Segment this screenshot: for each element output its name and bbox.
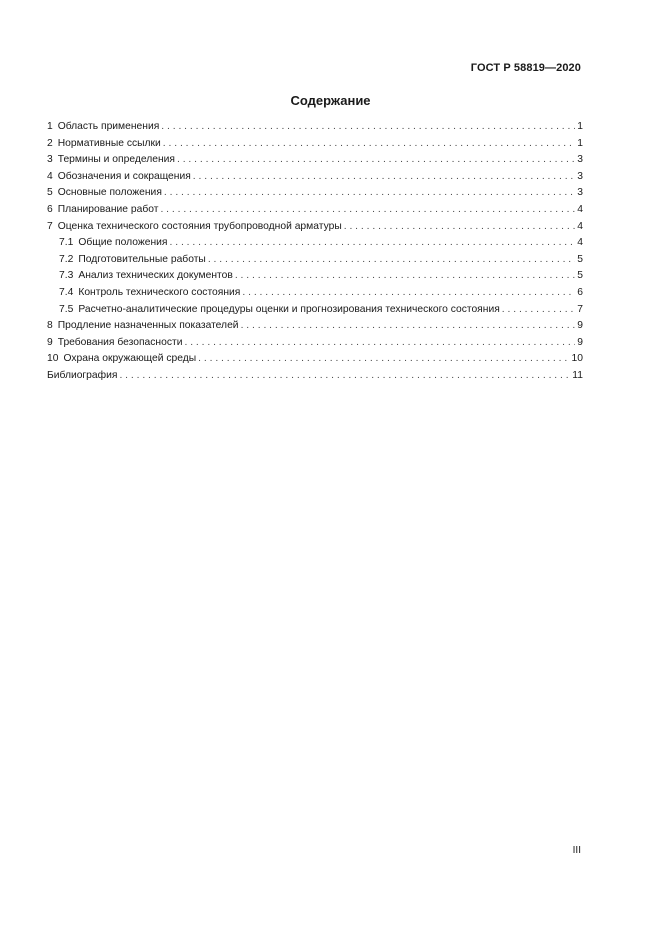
toc-leader-dots xyxy=(170,235,576,252)
toc-entry-page: 3 xyxy=(577,170,583,182)
toc-entry-page: 1 xyxy=(577,121,583,132)
toc-entry-number: 7.2 xyxy=(59,253,74,265)
toc-leader-dots xyxy=(235,268,575,285)
toc-leader-dots xyxy=(184,335,575,352)
toc-leader-dots xyxy=(177,152,575,169)
toc-leader-dots xyxy=(241,318,576,335)
toc-entry-7-5[interactable] xyxy=(47,302,583,319)
toc-entry-8[interactable] xyxy=(47,318,583,335)
toc-entry-text: Анализ технических документов xyxy=(78,270,233,282)
toc-leader-dots xyxy=(160,202,575,219)
toc-entry-number: 4 xyxy=(47,170,53,182)
toc-entry-text: Обозначения и сокращения xyxy=(57,170,191,182)
toc-entry-number: 3 xyxy=(47,154,53,166)
toc-entry-page: 1 xyxy=(577,137,583,149)
toc-entry-number: 8 xyxy=(47,320,53,332)
toc-entry-number: 5 xyxy=(47,187,53,199)
document-code: ГОСТ Р 58819—2020 xyxy=(470,62,581,74)
toc-leader-dots xyxy=(164,185,575,202)
toc-leader-dots xyxy=(198,351,569,368)
toc-entry-text: Подготовительные работы xyxy=(78,253,206,265)
toc-entry-page: 10 xyxy=(571,353,583,365)
toc-leader-dots xyxy=(344,219,576,236)
toc-entry-text: Библиография xyxy=(47,369,118,381)
toc-entry-bibliography[interactable] xyxy=(47,368,583,385)
toc-entry-4[interactable] xyxy=(47,169,583,186)
toc-entry-text: Оценка технического состояния трубопроводной арматуры xyxy=(57,220,342,232)
toc-entry-number: 9 xyxy=(47,336,53,348)
toc-entry-text: Общие положения xyxy=(78,237,168,249)
toc-entry-6[interactable] xyxy=(47,202,583,219)
toc-entry-7-1[interactable] xyxy=(47,235,583,252)
toc-entry-page: 9 xyxy=(577,336,583,348)
toc-entry-text: Контроль технического состояния xyxy=(78,286,241,298)
toc-entry-page: 5 xyxy=(577,270,583,282)
toc-entry-text: Нормативные ссылки xyxy=(57,137,161,149)
toc-entry-text: Расчетно-аналитические процедуры оценки и прогнозирования технического состояния xyxy=(78,303,500,315)
toc-entry-number: 10 xyxy=(47,353,59,365)
toc-entry-page: 3 xyxy=(577,187,583,199)
toc-entry-text: Продление назначенных показателей xyxy=(57,320,239,332)
toc-entry-5[interactable] xyxy=(47,185,583,202)
toc-entry-2[interactable] xyxy=(47,136,583,153)
toc-entry-7-2[interactable] xyxy=(47,252,583,269)
toc-entry-text: Основные положения xyxy=(57,187,162,199)
toc-entry-page: 9 xyxy=(577,320,583,332)
toc-entry-number: 7.3 xyxy=(59,270,74,282)
toc-entry-number: 7.1 xyxy=(59,237,74,249)
toc-leader-dots xyxy=(119,368,570,385)
toc-entry-text: Термины и определения xyxy=(57,154,175,166)
toc-entry-10[interactable] xyxy=(47,351,583,368)
toc-entry-9[interactable] xyxy=(47,335,583,352)
toc-entry-7-3[interactable] xyxy=(47,268,583,285)
toc-entry-7[interactable] xyxy=(47,219,583,236)
toc-entry-text: Область применения xyxy=(57,121,160,132)
toc-leader-dots xyxy=(208,252,575,269)
toc-entry-3[interactable] xyxy=(47,152,583,169)
toc-entry-page: 3 xyxy=(577,154,583,166)
toc-entry-page: 4 xyxy=(577,203,583,215)
toc-leader-dots xyxy=(161,119,575,136)
toc-title: Содержание xyxy=(290,93,371,108)
page-number: III xyxy=(572,845,581,856)
toc-entry-text: Планирование работ xyxy=(57,203,159,215)
toc-entry-text: Требования безопасности xyxy=(57,336,183,348)
toc-entry-page: 4 xyxy=(577,220,583,232)
toc-entry-text: Охрана окружающей среды xyxy=(63,353,197,365)
table-of-contents xyxy=(47,119,583,385)
toc-leader-dots xyxy=(163,136,575,153)
toc-leader-dots xyxy=(242,285,575,302)
toc-entry-page: 5 xyxy=(577,253,583,265)
toc-leader-dots xyxy=(502,302,575,319)
toc-entry-number: 7.5 xyxy=(59,303,74,315)
toc-entry-number: 2 xyxy=(47,137,53,149)
toc-entry-number: 7 xyxy=(47,220,53,232)
toc-entry-page: 4 xyxy=(577,237,583,249)
toc-entry-number: 6 xyxy=(47,203,53,215)
toc-entry-1[interactable] xyxy=(47,119,583,136)
toc-entry-7-4[interactable] xyxy=(47,285,583,302)
toc-leader-dots xyxy=(193,169,575,186)
toc-entry-page: 7 xyxy=(577,303,583,315)
toc-entry-page: 6 xyxy=(577,286,583,298)
toc-entry-page: 11 xyxy=(572,369,583,381)
toc-entry-number: 7.4 xyxy=(59,286,74,298)
toc-entry-number: 1 xyxy=(47,121,53,132)
